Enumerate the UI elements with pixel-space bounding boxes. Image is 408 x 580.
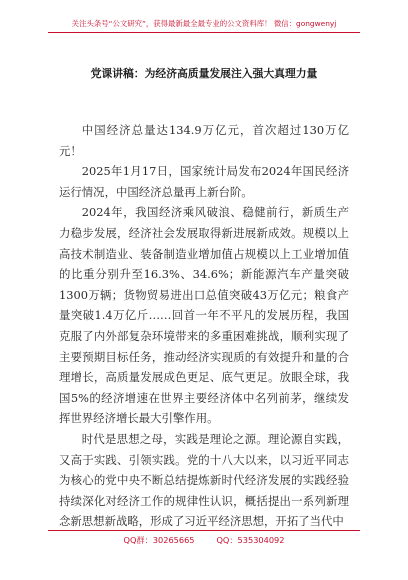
page-footer [0, 535, 408, 546]
paragraph: 2025年1月17日，国家统计局发布2024年国民经济运行情况，中国经济总量再上新台阶。 [59, 164, 349, 199]
document-body [59, 120, 349, 532]
footer-divider [48, 530, 360, 531]
paragraph: 时代是思想之母，实践是理论之源。理论源自实践，又高于实践、引领实践。党的十八大以来，以习近平同志为核心的党中央不断总结提炼新时代经济发展的实践经验持续深化对经济工作的规律性认识，概括提出一系列新理念新思想新战略，形成了习近平经济思想，开拓了当代中 [59, 431, 349, 529]
footer-qq-group: QQ群：30265665 [123, 535, 195, 545]
page-header-banner: 关注头条号“公文研究”，获得最新最全最专业的公文资料库！ 微信：gongwenyj [71, 19, 337, 28]
header-divider [48, 32, 360, 33]
footer-qq-number: QQ：535304092 [216, 535, 285, 545]
paragraph: 中国经济总量达134.9万亿元，首次超过130万亿元！ [59, 123, 349, 158]
paragraph: 2024年，我国经济乘风破浪、稳健前行，新质生产力稳步发展，经济社会发展取得新进展新成效。规模以上高技术制造业、装备制造业增加值占规模以上工业增加值的比重分别升至16.3%、34.6%；新能源汽车产量突破1300万辆；货物贸易进出口总值突破43万亿元；粮食产量突破1.4万亿斤……回首一年不平凡的发展历程，我国克服了内外部复杂环境带来的多重困难挑战，顺利实现了主要预期目标任务，推动经济实现质的有效提升和量的合理增长，高质量发展成色更足、底气更足。放眼全球，我国5%的经济增速在世界主要经济体中名列前茅，继续发挥世界经济增长最大引擎作用。 [59, 205, 349, 426]
document-title: 党课讲稿：为经济高质量发展注入强大真理力量 [90, 67, 318, 80]
